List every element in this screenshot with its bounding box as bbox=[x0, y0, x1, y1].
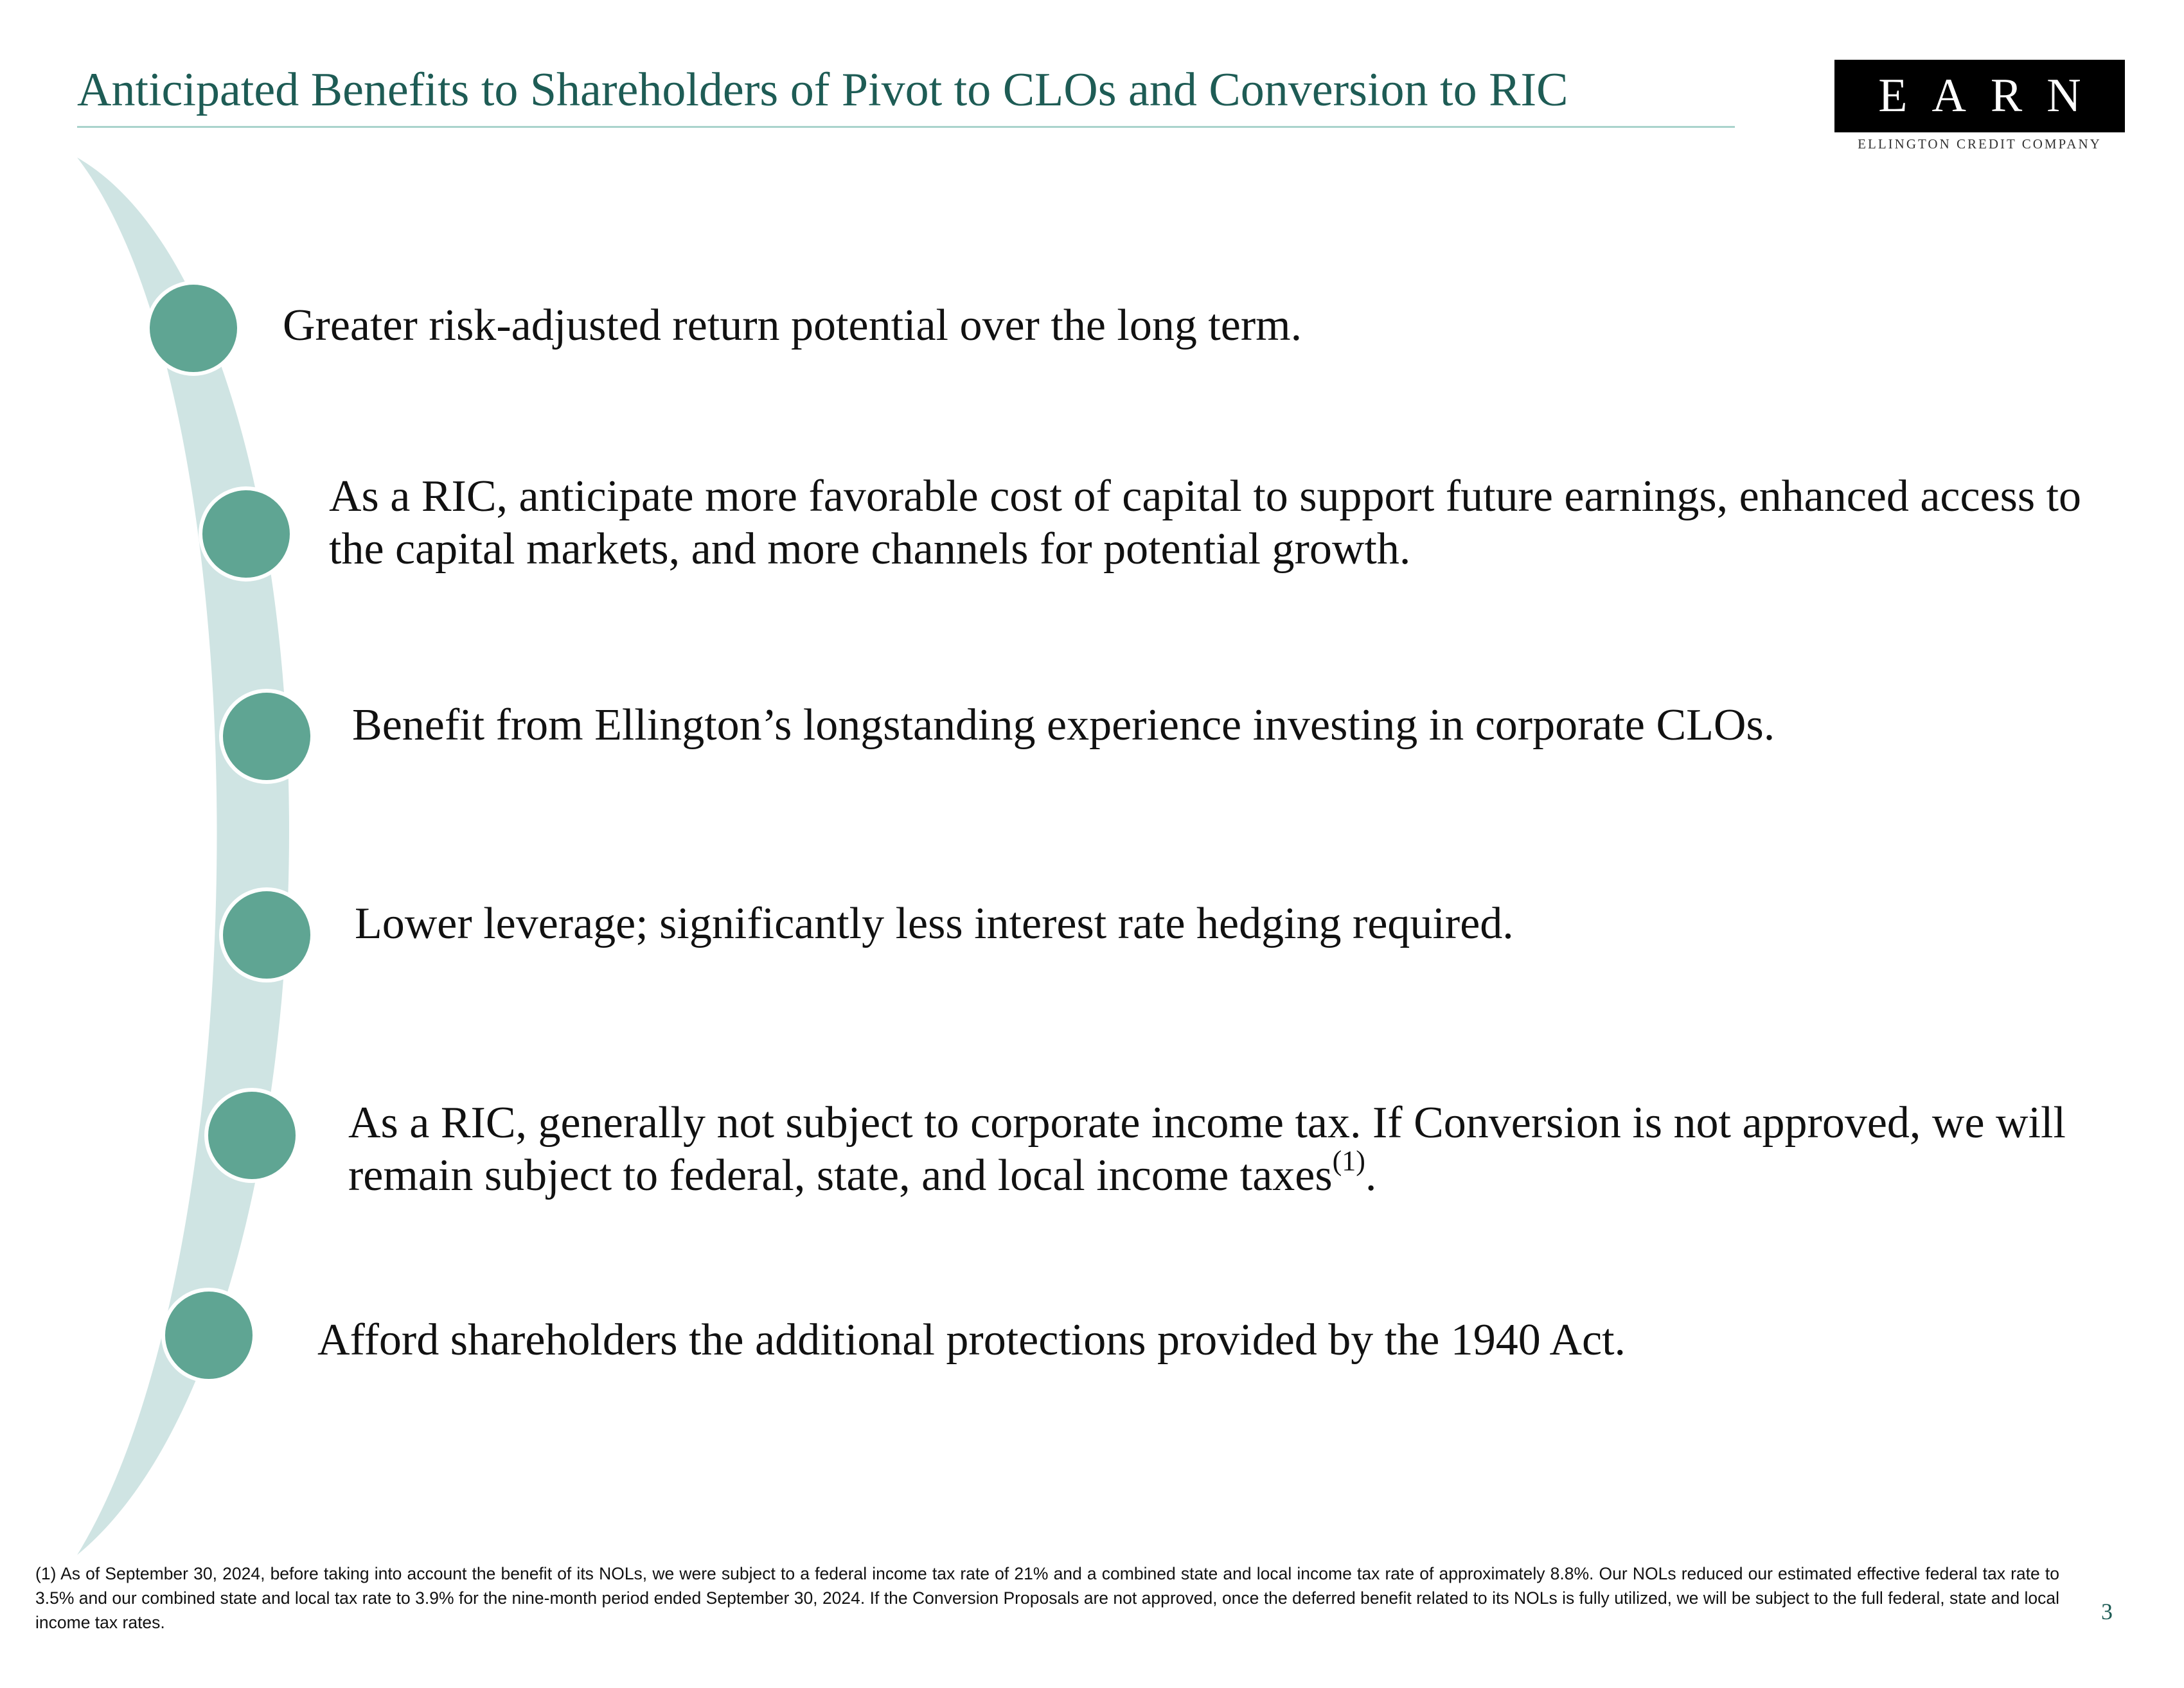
benefit-item-6: Afford shareholders the additional protections provided by the 1940 Act. bbox=[317, 1315, 1626, 1365]
benefit-item-3: Benefit from Ellington’s longstanding experience investing in corporate CLOs. bbox=[352, 700, 1775, 750]
benefit-item-5 bbox=[348, 1097, 2147, 1202]
page-number: 3 bbox=[2101, 1599, 2113, 1624]
benefit-bullet-2 bbox=[199, 486, 294, 582]
logo-subtitle: ELLINGTON CREDIT COMPANY bbox=[1858, 136, 2102, 152]
footnote: (1) As of September 30, 2024, before taking into account the benefit of its NOLs, we were subject to a federal income tax rate of 21% and a combined state and local income tax rate of approximately 8.8%. Our NOLs reduced our estimated effective federal tax rate to 3.5% and our combined state and local tax rate to 3.9% for the nine-month period ended September 30, 2024. If the Conversion Proposals are not approved, once the deferred benefit related to its NOLs is fully utilized, we will be subject to the full federal, state and local income tax rates. bbox=[35, 1564, 2059, 1632]
footnote-ref: (1) bbox=[1332, 1145, 1365, 1177]
earn-logo: EARN bbox=[1834, 60, 2125, 132]
benefit-item-4: Lower leverage; significantly less interest rate hedging required. bbox=[355, 899, 1514, 948]
page-title: Anticipated Benefits to Shareholders of Pivot to CLOs and Conversion to RIC bbox=[77, 64, 1568, 116]
benefit-item-1: Greater risk-adjusted return potential over the long term. bbox=[283, 301, 1302, 350]
benefit-bullet-3 bbox=[219, 689, 314, 784]
benefit-bullet-1 bbox=[146, 281, 241, 376]
benefit-item-5-text: As a RIC, generally not subject to corporate income tax. If Conversion is not approved, we will remain subject to federal, state, and local income taxes bbox=[348, 1098, 2066, 1200]
benefit-bullet-5 bbox=[204, 1088, 299, 1183]
benefit-item-5-suffix: . bbox=[1365, 1151, 1377, 1200]
benefit-bullet-6 bbox=[161, 1288, 256, 1383]
benefit-bullet-4 bbox=[219, 887, 314, 982]
benefit-item-2: As a RIC, anticipate more favorable cost of capital to support future earnings, enhanced access to the capital markets, and more channels for potential growth. bbox=[329, 472, 2082, 574]
